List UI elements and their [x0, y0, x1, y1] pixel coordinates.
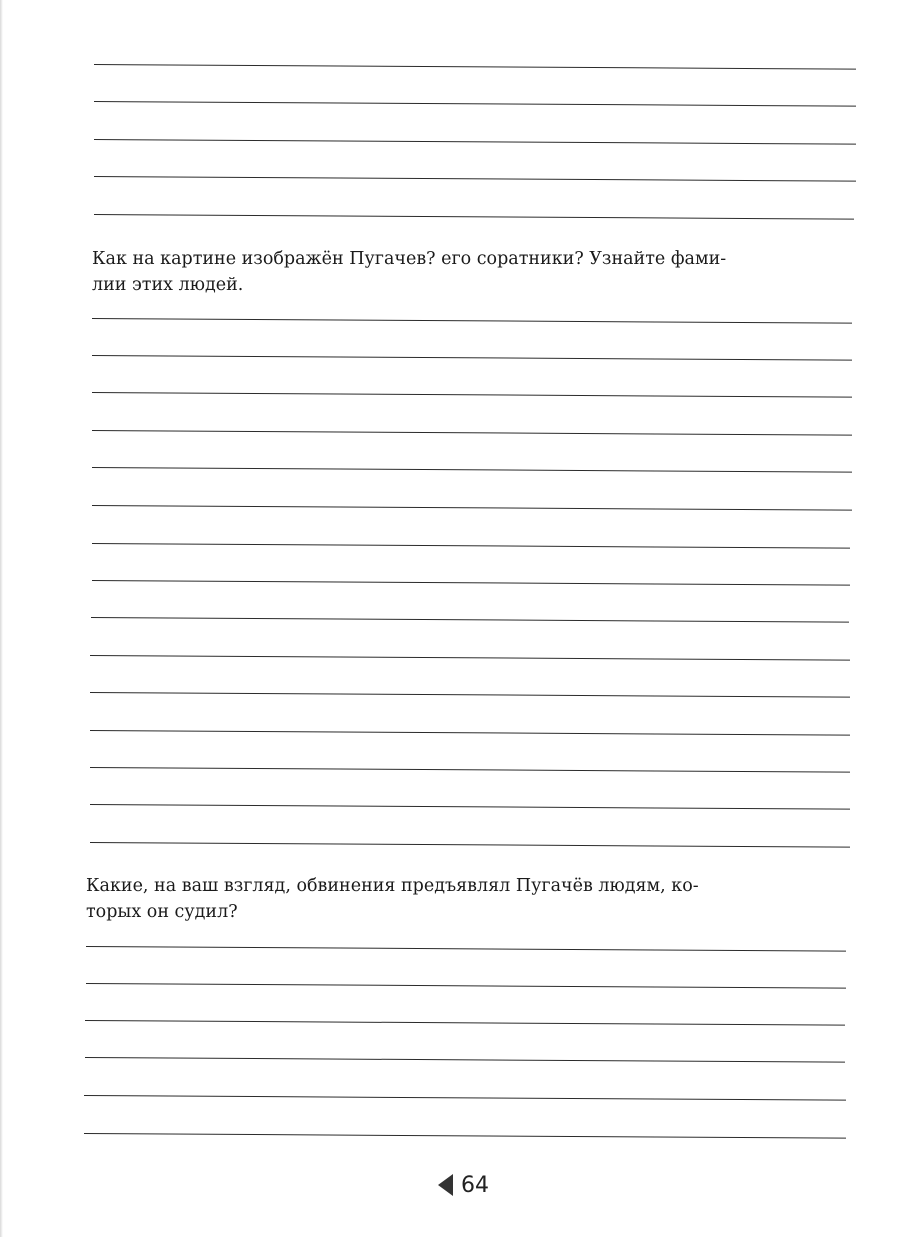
- answer-line[interactable]: [92, 355, 852, 361]
- answer-line[interactable]: [94, 176, 856, 182]
- question-1-line-1: Как на картине изображён Пугачев? его соратники? Узнайте фами-: [92, 249, 727, 269]
- answer-line[interactable]: [84, 1133, 846, 1139]
- answer-line[interactable]: [92, 430, 852, 436]
- question-2-line-1: Какие, на ваш взгляд, обвинения предъявлял Пугачёв людям, ко-: [86, 876, 699, 896]
- answer-line[interactable]: [92, 580, 850, 586]
- answer-line[interactable]: [91, 617, 849, 623]
- answer-line[interactable]: [92, 392, 852, 398]
- answer-line[interactable]: [85, 1057, 845, 1063]
- answer-line[interactable]: [90, 655, 850, 661]
- left-triangle-icon: [438, 1174, 453, 1196]
- answer-line[interactable]: [94, 139, 856, 145]
- question-2-line-2: торых он судил?: [86, 902, 238, 922]
- answer-line[interactable]: [90, 730, 850, 736]
- answer-line[interactable]: [84, 1095, 846, 1101]
- question-1-line-2: лии этих людей.: [92, 275, 244, 295]
- question-1-text: [92, 246, 854, 298]
- answer-line[interactable]: [90, 692, 850, 698]
- answer-line[interactable]: [92, 505, 852, 511]
- page-number: 64: [461, 1172, 489, 1198]
- answer-line[interactable]: [86, 946, 846, 952]
- page-edge-shadow: [0, 0, 3, 1237]
- answer-line[interactable]: [94, 64, 856, 70]
- answer-line[interactable]: [92, 543, 850, 549]
- answer-line[interactable]: [90, 804, 850, 810]
- answer-line[interactable]: [92, 318, 852, 324]
- answer-line[interactable]: [94, 101, 856, 107]
- page-footer: [438, 1168, 489, 1202]
- answer-line[interactable]: [85, 1020, 845, 1026]
- answer-line[interactable]: [90, 767, 850, 773]
- answer-line[interactable]: [92, 467, 852, 473]
- question-2-text: [86, 873, 848, 925]
- answer-line[interactable]: [90, 842, 850, 848]
- answer-line[interactable]: [94, 214, 854, 220]
- answer-line[interactable]: [86, 983, 846, 989]
